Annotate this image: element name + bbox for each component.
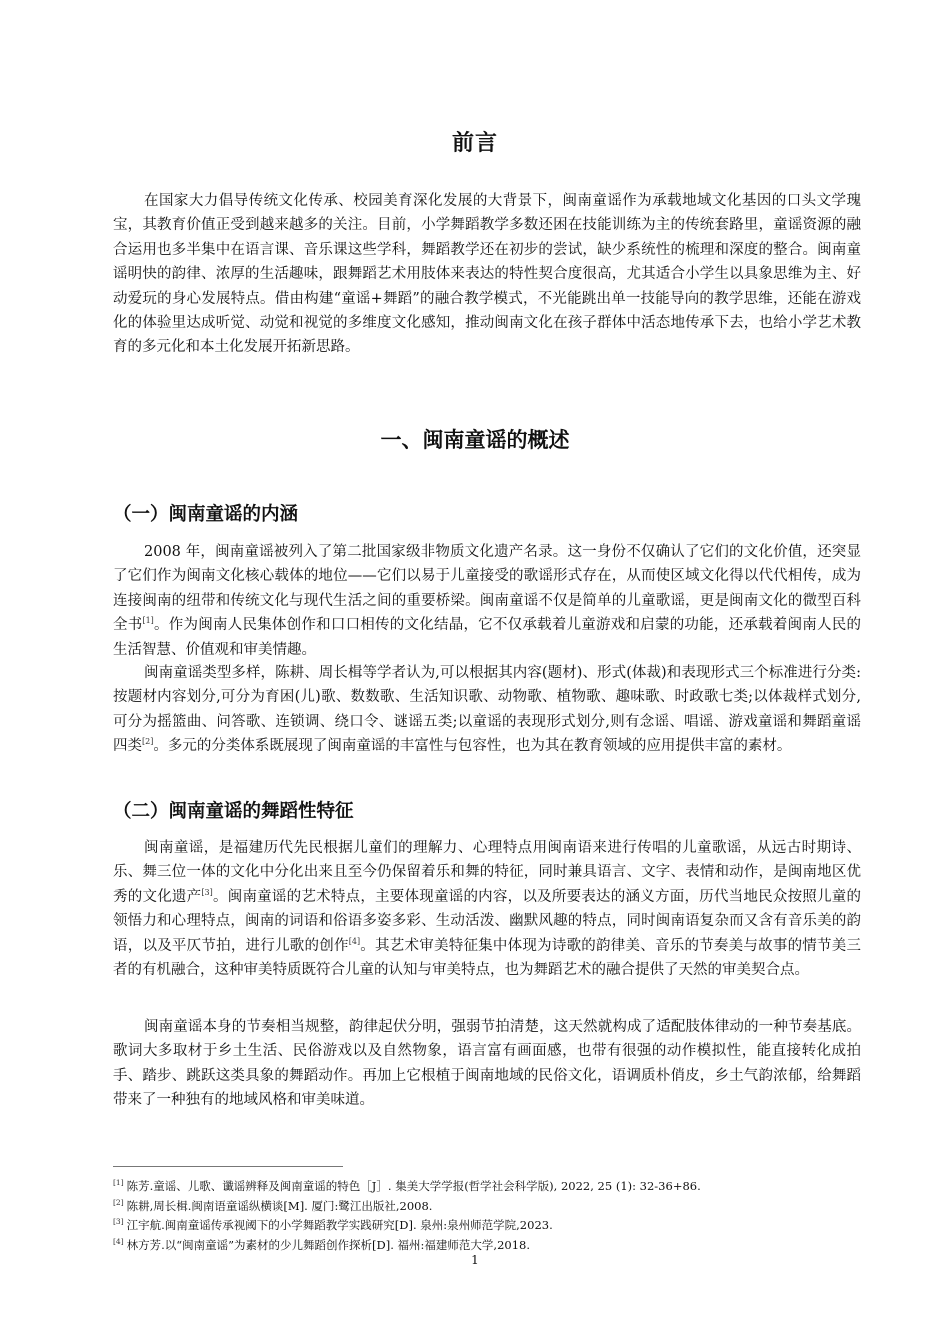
section-1-heading: 一、闽南童谣的概述 [380,428,570,452]
citation-ref-1[interactable]: [1] [142,616,154,626]
citation-ref-4[interactable]: [4] [348,936,361,946]
subsection-1-paragraph-2 [113,661,861,759]
citation-ref-3[interactable]: [3] [201,887,213,897]
footnote [113,1197,873,1217]
subsection-2-paragraph-2: 闽南童谣本身的节奏相当规整，韵律起伏分明，强弱节拍清楚，这天然就构成了适配肢体律动的一种节奏基底。歌词大多取材于乡土生活、民俗游戏以及自然物象，语言富有画面感，也带有很强的动作模拟性，能直接转化成拍手、踏步、跳跃这类具象的舞蹈动作。再加上它根植于闽南地域的民俗文化，语调质朴俏皮，乡土气韵浓郁，给舞蹈带来了一种独有的地域风格和审美味道。 [113,1019,861,1109]
paragraph-text: 。作为闽南人民集体创作和口口相传的文化结晶，它不仅承载着儿童游戏和启蒙的功能，还承载着闽南人民的生活智慧、价值观和审美情趣。 [113,617,861,658]
footnote-text: 江宇航.闽南童谣传承视阈下的小学舞蹈教学实践研究[D]. 泉州:泉州师范学院,2023. [126,1218,553,1232]
subsection-2-heading: （二）闽南童谣的舞蹈性特征 [113,801,354,822]
footnote [113,1177,873,1197]
footnote-divider [113,1166,343,1167]
paragraph-text: 。其艺术审美特征集中体现为诗歌的韵律美、音乐的节奏美与故事的情节美三者的有机融合，这种审美特质既符合儿童的认知与审美特点，也为舞蹈艺术的融合提供了天然的审美契合点。 [113,937,862,979]
paragraph-text: 2008 年，闽南童谣被列入了第二批国家级非物质文化遗产名录。这一身份不仅确认了它们的文化价值，还突显了它们作为闽南文化核心载体的地位——它们以易于儿童接受的歌谣形式存在，从而使区域文化得以代代相传，成为连接闽南的纽带和传统文化与现代生活之间的重要桥梁。闽南童谣不仅是简单的儿童歌谣，更是闽南文化的微型百科全书 [113,544,861,634]
footnote-text: 陈芳.童谣、儿歌、谶谣辨释及闽南童谣的特色［J］. 集美大学学报(哲学社会科学版), 2022, 25 (1): 32-36+86. [126,1179,701,1193]
paragraph-text: 闽南童谣类型多样，陈耕、周长楫等学者认为,可以根据其内容(题材)、形式(体裁)和表现形式三个标准进行分类:按题材内容划分,可分为育困(儿)歌、数数歌、生活知识歌、动物歌、植物歌、趣味歌、时政歌七类;以体裁样式划分,可分为摇篮曲、问答歌、连锁调、绕口令、谜谣五类;以童谣的表现形式划分,则有念谣、唱谣、游戏童谣和舞蹈童谣四类 [113,665,861,755]
footnote-text: 陈耕,周长楫.闽南语童谣纵横谈[M]. 厦门:鹭江出版社,2008. [126,1198,433,1213]
footnote-mark: [3] [113,1217,124,1226]
footnote-mark: [4] [113,1236,124,1246]
footnote-text: 林方芳.以“闽南童谣”为素材的少儿舞蹈创作探析[D]. 福州:福建师范大学,2018. [126,1237,530,1252]
preface-paragraph: 在国家大力倡导传统文化传承、校园美育深化发展的大背景下，闽南童谣作为承载地域文化基因的口头文学瑰宝，其教育价值正受到越来越多的关注。目前，小学舞蹈教学多数还困在技能训练为主的传统套路里，童谣资源的融合运用也多半集中在语言课、音乐课这些学科，舞蹈教学还在初步的尝试，缺少系统性的梳理和深度的整合。闽南童谣明快的韵律、浓厚的生活趣味，跟舞蹈艺术用肢体来表达的特性契合度很高，尤其适合小学生以具象思维为主、好动爱玩的身心发展特点。借由构建“童谣+舞蹈”的融合教学模式，不光能跳出单一技能导向的教学思维，还能在游戏化的体验里达成听觉、动觉和视觉的多维度文化感知，推动闽南文化在孩子群体中活态地传承下去，也给小学艺术教育的多元化和本土化发展开拓新思路。 [113,193,861,356]
paragraph-text: 。多元的分类体系既展现了闽南童谣的丰富性与包容性，也为其在教育领域的应用提供丰富的素材。 [153,738,792,755]
footnote-mark: [1] [113,1178,124,1187]
footnote [113,1216,873,1236]
page-number: 1 [471,1253,479,1267]
citation-ref-2[interactable]: [2] [142,737,154,747]
subsection-1-paragraph-1 [113,540,861,662]
footnotes [113,1177,873,1255]
paragraph-text: 闽南童谣，是福建历代先民根据儿童们的理解力、心理特点用闽南语来进行传唱的儿童歌谣，从远古时期诗、乐、舞三位一体的文化中分化出来且至今仍保留着乐和舞的特征，同时兼具语言、文字、表情和动作，是闽南地区优秀的文化遗产 [113,840,861,905]
footnote-mark: [2] [113,1197,124,1207]
paragraph-text: 。闽南童谣的艺术特点，主要体现童谣的内容，以及所要表达的涵义方面，历代当地民众按照儿童的领悟力和心理特点，闽南的词语和俗语多姿多彩、生动活泼、幽默风趣的特点，同时闽南语复杂而又含有音乐美的韵语，以及平仄节拍，进行儿歌的创作 [113,888,862,954]
subsection-2-paragraph-1 [113,836,861,982]
subsection-1-heading: （一）闽南童谣的内涵 [113,504,299,525]
preface-heading: 前言 [451,131,498,156]
